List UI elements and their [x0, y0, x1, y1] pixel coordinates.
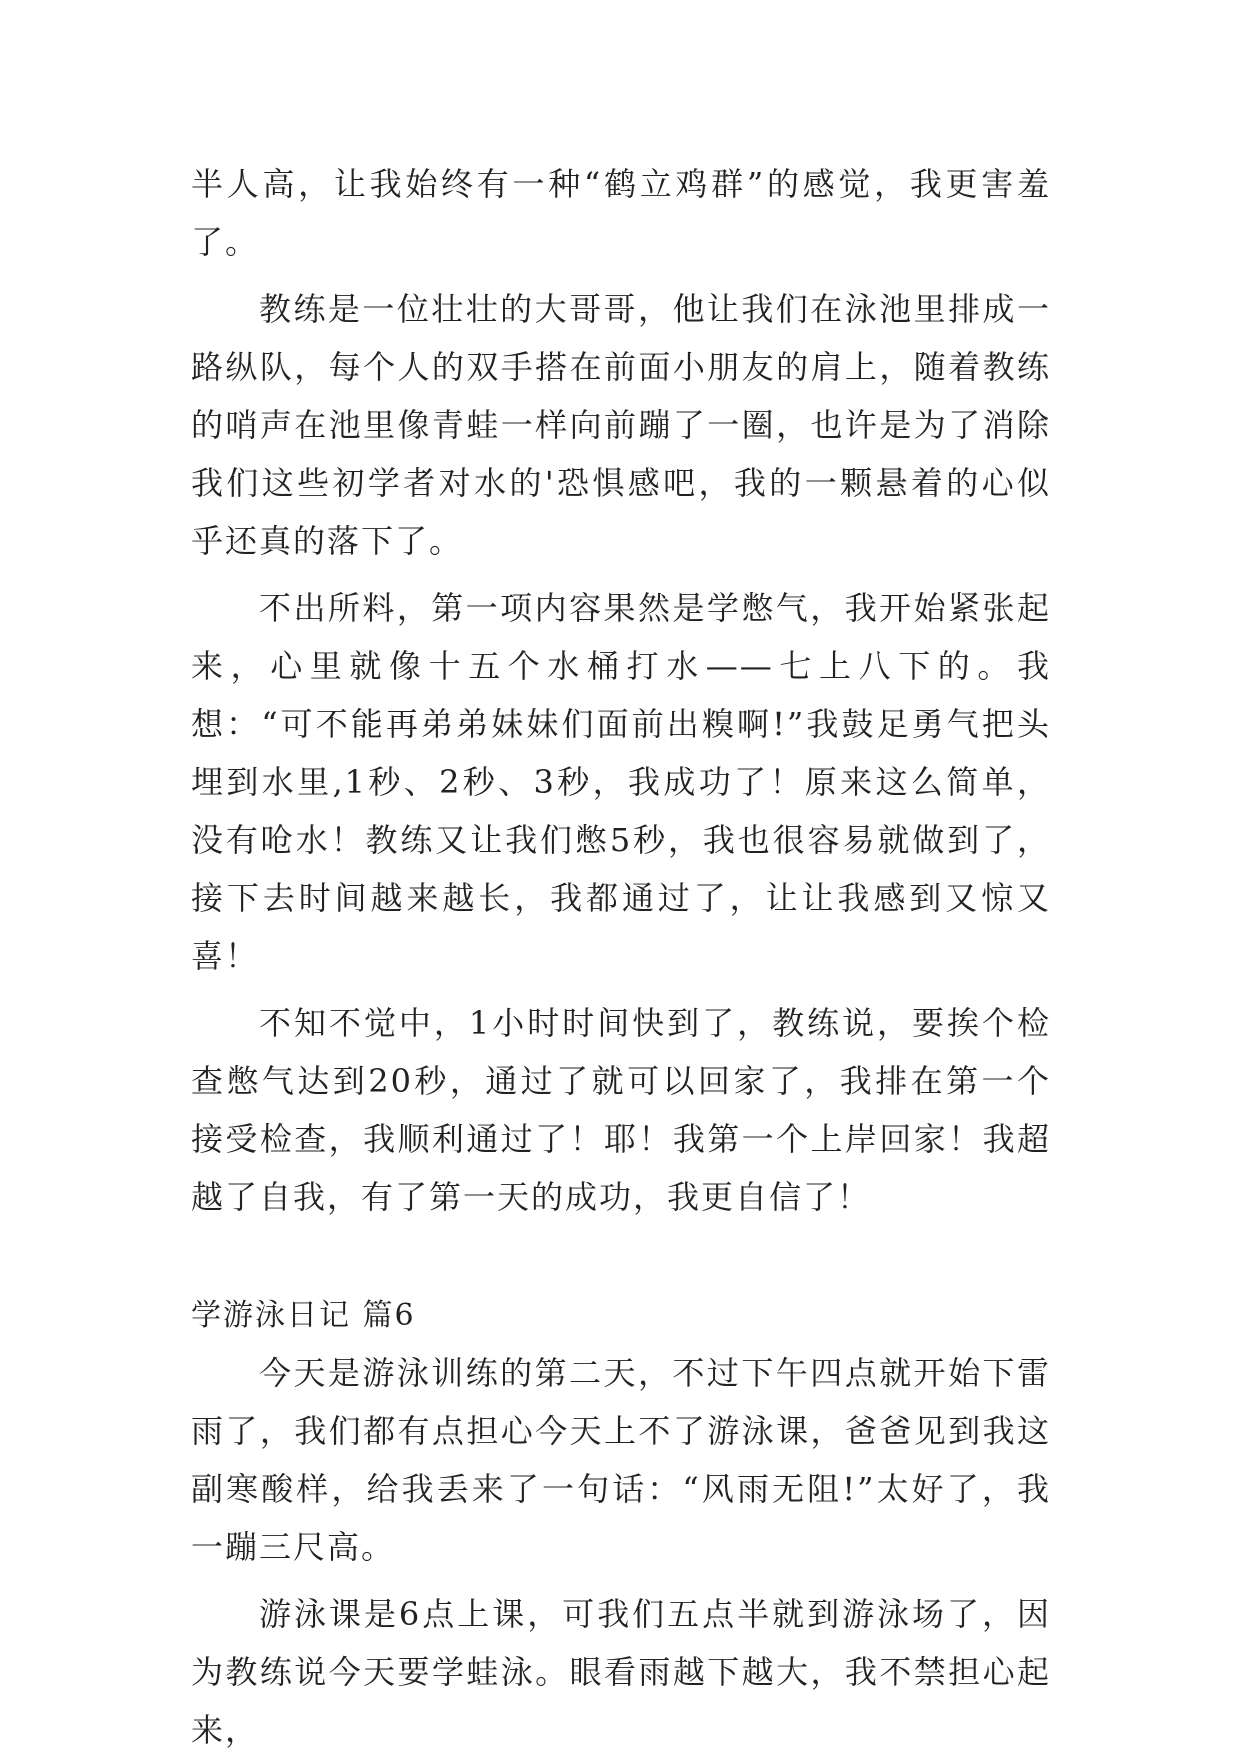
paragraph-second-day: 今天是游泳训练的第二天，不过下午四点就开始下雷雨了，我们都有点担心今天上不了游泳课，爸爸见到我这副寒酸样，给我丢来了一句话：“风雨无阻!”太好了，我一蹦三尺高。: [191, 1354, 1051, 1566]
paragraph-first-success: 不知不觉中，1小时时间快到了，教练说，要挨个检查憋气达到20秒，通过了就可以回家了，我排在第一个接受检查，我顺利通过了！耶！我第一个上岸回家！我超越了自我，有了第一天的成功，我更自信了！: [191, 1004, 1051, 1216]
section-heading: 学游泳日记 篇6: [191, 1298, 416, 1333]
paragraph-continuation: 半人高，让我始终有一种“鹤立鸡群”的感觉，我更害羞了。: [191, 165, 1051, 261]
paragraph-coach: 教练是一位壮壮的大哥哥，他让我们在泳池里排成一路纵队，每个人的双手搭在前面小朋友的肩上，随着教练的哨声在池里像青蛙一样向前蹦了一圈，也许是为了消除我们这些初学者对水的'恐惧感吧，我的一颗悬着的心似乎还真的落下了。: [191, 290, 1051, 560]
document-body: [191, 155, 1051, 1759]
paragraph-breaststroke: 游泳课是6点上课，可我们五点半就到游泳场了，因为教练说今天要学蛙泳。眼看雨越下越大，我不禁担心起来，: [191, 1595, 1051, 1749]
paragraph-breath-holding: 不出所料，第一项内容果然是学憋气，我开始紧张起来，心里就像十五个水桶打水——七上八下的。我想：“可不能再弟弟妹妹们面前出糗啊!”我鼓足勇气把头埋到水里,1秒、2秒、3秒，我成功了！原来这么简单，没有呛水！教练又让我们憋5秒，我也很容易就做到了，接下去时间越来越长，我都通过了，让让我感到又惊又喜！: [191, 589, 1051, 975]
